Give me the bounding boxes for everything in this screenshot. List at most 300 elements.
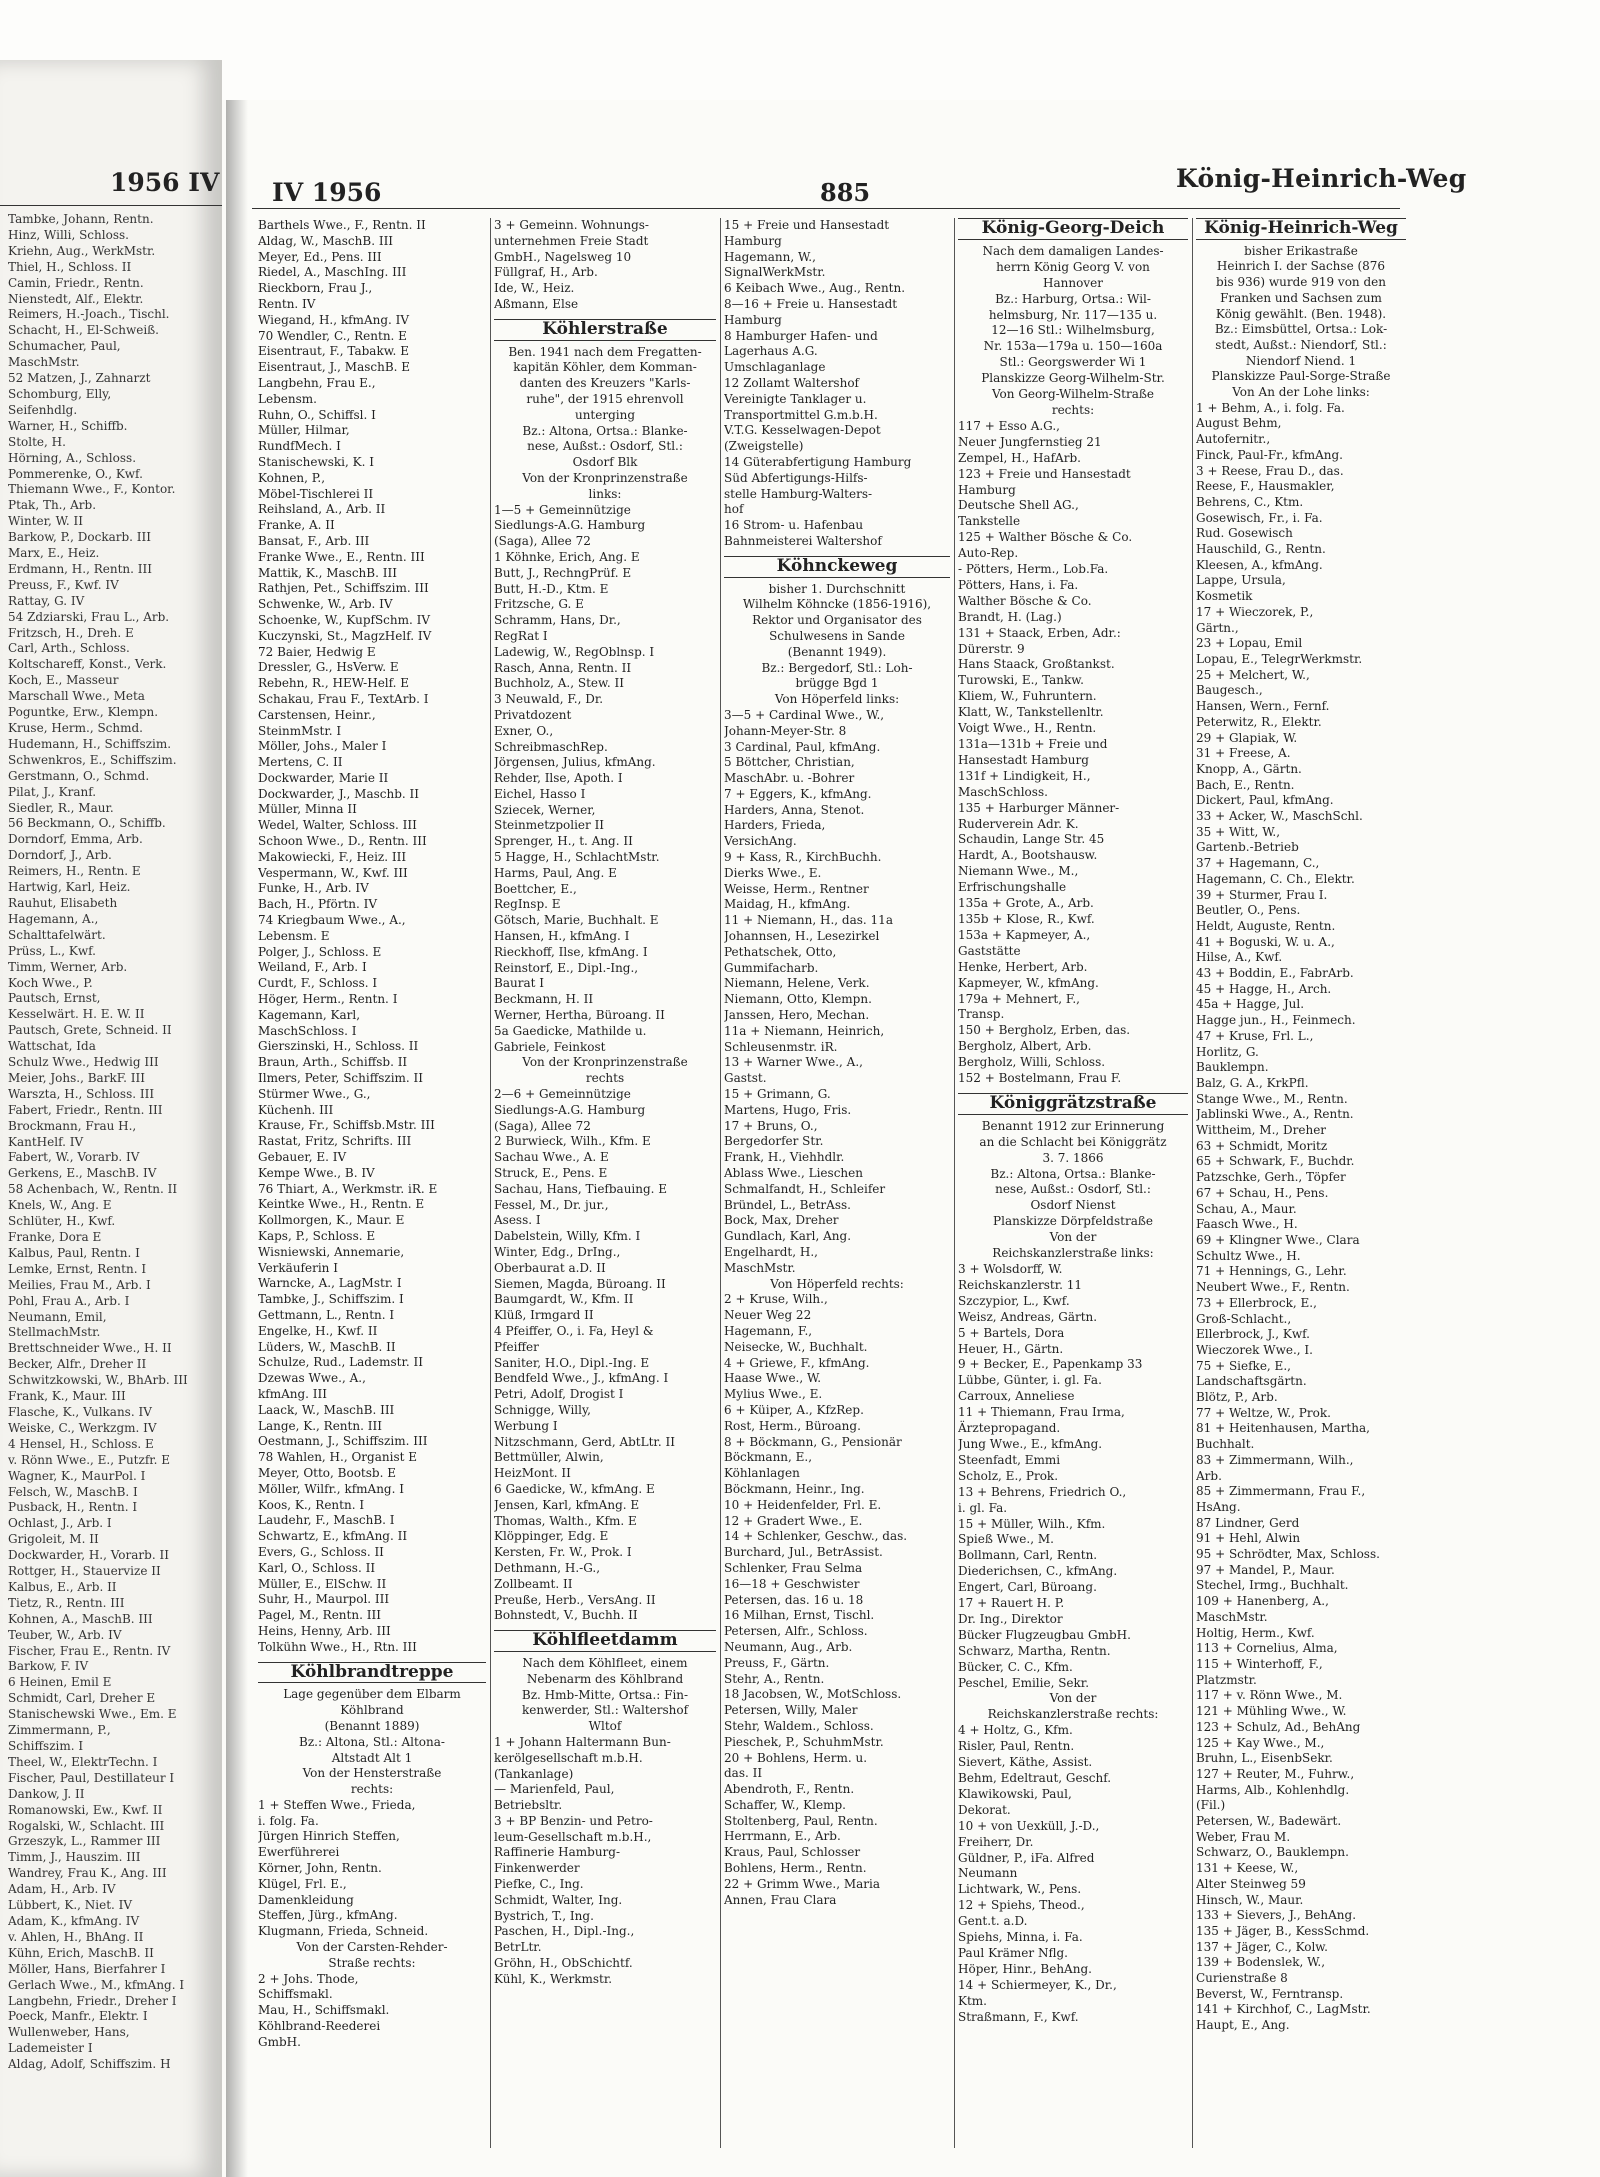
directory-entry: Frank, H., Viehhdlr. (724, 1150, 845, 1165)
directory-entry: Rost, Herm., Büroang. (724, 1418, 861, 1433)
street-note: ruhe", der 1915 ehrenvoll (526, 391, 684, 406)
street-note: Reichskanzlerstraße links: (992, 1246, 1154, 1261)
street-note: Planskizze Georg-Wilhelm-Str. (981, 371, 1165, 386)
directory-entry: Lange, K., Rentn. III (258, 1418, 382, 1433)
directory-entry: Klüß, Irmgard II (494, 1308, 594, 1323)
directory-entry: Szczypior, L., Kwf. (958, 1293, 1070, 1308)
directory-entry: (Fil.) (1196, 1798, 1226, 1813)
directory-entry: Fabert, Friedr., Rentn. III (8, 1102, 163, 1117)
street-note: Heinrich I. der Sachse (876 (1216, 259, 1386, 274)
directory-entry: 17 + Rauert H. P. (958, 1596, 1065, 1611)
directory-entry: Aldag, W., MaschB. III (258, 233, 394, 248)
directory-entry: Verkäuferin I (258, 1260, 338, 1275)
directory-entry: Turowski, E., Tankw. (958, 673, 1084, 688)
directory-entry: 131a—131b + Freie und (958, 737, 1108, 751)
directory-entry: Patzschke, Gerh., Töpfer (1196, 1170, 1346, 1185)
directory-entry: 14 + Schiermeyer, K., Dr., (958, 1977, 1117, 1992)
directory-entry: HsAng. (1196, 1499, 1241, 1514)
directory-entry: Steffen, Jürg., kfmAng. (258, 1908, 398, 1923)
directory-entry: Dorndorf, Emma, Arb. (8, 832, 143, 847)
directory-entry: hof (724, 502, 744, 517)
street-note: Bz.: Altona, Ortsa.: Blanke- (990, 1166, 1156, 1181)
street-note: Nach dem damaligen Landes- (982, 243, 1164, 258)
directory-entry: Kapmeyer, W., kfmAng. (958, 975, 1099, 990)
street-heading: Köhnckeweg (724, 556, 950, 578)
directory-entry: 75 + Siefke, E., (1196, 1358, 1291, 1373)
street-note: Wltof (588, 1719, 622, 1734)
directory-entry: Weisse, Herm., Rentner (724, 881, 869, 896)
directory-entry: Dockwarder, Marie II (258, 770, 389, 785)
directory-entry: Kruse, Herm., Schmd. (8, 721, 143, 735)
directory-entry: 2 Burwieck, Wilh., Kfm. E (494, 1134, 651, 1149)
directory-entry: Carl, Arth., Schloss. (8, 641, 130, 656)
directory-entry: Tambke, Johann, Rentn. (8, 212, 154, 226)
directory-entry: Gartenb.-Betrieb (1196, 840, 1299, 855)
directory-entry: 56 Beckmann, O., Schiffb. (8, 816, 166, 831)
directory-entry: Gosewisch, Fr., i. Fa. (1196, 510, 1323, 525)
directory-entry: Lagerhaus A.G. (724, 344, 818, 359)
directory-entry: Timm, Werner, Arb. (8, 959, 128, 974)
directory-entry: 5 + Bartels, Dora (958, 1325, 1065, 1340)
directory-entry: Schalttafelwärt. (8, 927, 106, 942)
directory-entry: Burchard, Jul., BetrAssist. (724, 1545, 883, 1560)
directory-entry: 8 Hamburger Hafen- und (724, 328, 878, 343)
directory-entry: 135 + Harburger Männer- (958, 800, 1120, 815)
directory-entry: Kaps, P., Schloss. E (258, 1229, 376, 1243)
directory-entry: 4 Hensel, H., Schloss. E (8, 1436, 154, 1451)
directory-entry: 5a Gaedicke, Mathilde u. (494, 1023, 647, 1038)
directory-entry: das. II (724, 1766, 763, 1781)
directory-entry: Annen, Frau Clara (724, 1892, 837, 1907)
directory-entry: Voigt Wwe., H., Rentn. (958, 721, 1097, 736)
directory-entry: Baugesch., (1196, 683, 1263, 698)
directory-entry: Bendfeld Wwe., J., kfmAng. I (494, 1371, 669, 1386)
directory-entry: Steenfadt, Emmi (958, 1452, 1061, 1467)
directory-entry: 3 + BP Benzin- und Petro- (494, 1813, 653, 1828)
directory-entry: Neisecke, W., Buchhalt. (724, 1339, 868, 1354)
column-divider (1192, 218, 1193, 2148)
directory-entry: Schiffsmakl. (258, 1987, 333, 2002)
directory-entry: Dzewas Wwe., A., (258, 1371, 366, 1386)
directory-entry: V.T.G. Kesselwagen-Depot (724, 423, 881, 438)
directory-entry: Dickert, Paul, kfmAng. (1196, 793, 1334, 808)
directory-entry: kerölgesellschaft m.b.H. (494, 1750, 643, 1765)
street-note: Von der Carsten-Rehder- (296, 1940, 448, 1955)
directory-entry: Stehr, A., Rentn. (724, 1671, 825, 1686)
directory-entry: Behm, Edeltraut, Geschf. (958, 1771, 1112, 1785)
directory-entry: Steinmetzpolier II (494, 818, 605, 833)
directory-entry: Neuer Jungfernstieg 21 (958, 434, 1102, 449)
directory-entry: Ewerführerei (258, 1845, 340, 1860)
directory-entry: Schwitzkowski, W., BhArb. III (8, 1373, 188, 1388)
directory-entry: 16 Strom- u. Hafenbau (724, 518, 864, 533)
directory-entry: Hamburg (958, 482, 1016, 497)
street-note: unterging (574, 407, 636, 422)
directory-entry: Lübbert, K., Niet. IV (8, 1898, 133, 1913)
directory-entry: Siedlungs-A.G. Hamburg (494, 1102, 646, 1117)
directory-entry: 95 + Schrödter, Max, Schloss. (1196, 1547, 1380, 1562)
directory-entry: 1 + Behm, A., i. folg. Fa. (1196, 400, 1345, 415)
directory-entry: Kalbus, E., Arb. II (8, 1579, 117, 1594)
directory-entry: Meier, Johs., BarkF. III (8, 1070, 146, 1085)
directory-entry: Petersen, W., Badewärt. (1196, 1814, 1342, 1829)
directory-entry: Gummifacharb. (724, 960, 819, 975)
directory-entry: 141 + Kirchhof, C., LagMstr. (1196, 2002, 1371, 2017)
directory-entry: 54 Zdziarski, Frau L., Arb. (8, 609, 170, 624)
street-note: Niendorf Niend. 1 (1245, 353, 1357, 368)
directory-entry: Lademeister I (8, 2041, 93, 2056)
directory-entry: 117 + Esso A.G., (958, 418, 1060, 433)
directory-entry: Wieczorek Wwe., I. (1196, 1342, 1313, 1357)
street-note: bisher 1. Durchschnitt (768, 581, 906, 596)
directory-entry: Jörgensen, Julius, kfmAng. (494, 755, 656, 770)
header-rule (252, 208, 1400, 209)
directory-entry: 113 + Cornelius, Alma, (1196, 1641, 1338, 1656)
directory-entry: Schwenkros, E., Schiffszim. (8, 752, 177, 767)
directory-entry: Bach, E., Rentn. (1196, 777, 1295, 792)
directory-entry: Hagemann, C. Ch., Elektr. (1196, 871, 1355, 886)
directory-entry: 52 Matzen, J., Zahnarzt (8, 371, 151, 386)
directory-entry: Butt, H.-D., Ktm. E (494, 581, 609, 596)
directory-entry: Böckmann, Heinr., Ing. (724, 1481, 865, 1496)
street-note: (Benannt 1949). (787, 644, 887, 659)
directory-entry: Mattik, K., MaschB. III (258, 565, 397, 580)
directory-entry: Kohnen, P., (258, 470, 326, 485)
directory-column-5 (958, 212, 1188, 2152)
directory-entry: Rud. Gosewisch (1196, 526, 1293, 541)
directory-entry: Poguntke, Erw., Klempn. (8, 705, 159, 720)
directory-entry: Schiffszim. I (8, 1739, 84, 1753)
directory-entry: Füllgraf, H., Arb. (494, 265, 598, 280)
street-note: stedt, Außst.: Niendorf, Stl.: (1215, 337, 1387, 352)
directory-entry: Bahnmeisterei Waltershof (724, 533, 882, 548)
directory-entry: Engelhardt, H., (724, 1245, 818, 1259)
column-divider (720, 218, 721, 2148)
directory-entry: Krause, Fr., Schiffsb.Mstr. III (258, 1118, 435, 1133)
directory-entry: Sievert, Käthe, Assist. (958, 1755, 1093, 1770)
directory-entry: Ilmers, Peter, Schiffszim. II (258, 1071, 424, 1086)
directory-entry: MaschAbr. u. -Bohrer (724, 771, 855, 786)
directory-entry: Schulze, Rud., Lademstr. II (258, 1355, 423, 1370)
directory-entry: RundfMech. I (258, 439, 341, 454)
street-note: brügge Bgd 1 (795, 676, 879, 691)
directory-entry: Wattschat, Ida (8, 1039, 96, 1054)
directory-entry: 10 + von Uexküll, J.-D., (958, 1818, 1100, 1833)
directory-entry: 150 + Bergholz, Erben, das. (958, 1023, 1131, 1038)
directory-entry: Schwenke, W., Arb. IV (258, 597, 393, 612)
directory-entry: Meyer, Ed., Pens. III (258, 249, 382, 264)
directory-entry: 1 + Johann Haltermann Bun- (494, 1734, 671, 1749)
directory-entry: Dressler, G., HsVerw. E (258, 660, 399, 675)
directory-entry: Bystrich, T., Ing. (494, 1908, 594, 1923)
directory-entry: Johannsen, H., Lesezirkel (724, 929, 880, 944)
directory-entry: Braun, Arth., Schiffsb. II (258, 1055, 408, 1070)
directory-entry: Lübbe, Günter, i. gl. Fa. (958, 1373, 1102, 1388)
directory-entry: 135 + Jäger, B., KessSchmd. (1196, 1923, 1370, 1938)
directory-entry: Sprenger, H., t. Ang. II (494, 834, 633, 849)
directory-entry: Finkenwerder (494, 1861, 580, 1876)
directory-entry: Bergholz, Albert, Arb. (958, 1039, 1092, 1054)
directory-entry: Schaffer, W., Klemp. (724, 1797, 846, 1812)
page-number: 885 (820, 178, 871, 207)
directory-entry: 25 + Melchert, W., (1196, 667, 1310, 682)
street-note: rechts (585, 1071, 625, 1086)
directory-entry: MaschMstr. (1196, 1609, 1268, 1624)
directory-entry: Pusback, H., Rentn. I (8, 1500, 138, 1515)
directory-entry: Schwarz, Martha, Rentn. (958, 1643, 1111, 1658)
directory-entry: Poeck, Manfr., Elektr. I (8, 2009, 148, 2024)
directory-entry: Transp. (958, 1007, 1005, 1022)
directory-entry: Bollmann, Carl, Rentn. (958, 1548, 1098, 1563)
directory-entry: Pagel, M., Rentn. III (258, 1608, 381, 1623)
directory-entry: Nitzschmann, Gerd, AbtLtr. II (494, 1434, 675, 1449)
directory-entry: Köhlbrand-Reederei (258, 2019, 381, 2034)
directory-entry: 121 + Mühling Wwe., W. (1196, 1704, 1347, 1719)
directory-entry: Petersen, Willy, Maler (724, 1703, 858, 1718)
directory-entry: BetrLtr. (494, 1940, 542, 1955)
directory-entry: Dockwarder, J., Maschb. II (258, 786, 419, 801)
directory-entry: Möller, Hans, Bierfahrer I (8, 1961, 166, 1976)
directory-entry: Siedlungs-A.G. Hamburg (494, 518, 646, 533)
directory-entry: VersichAng. (724, 834, 797, 849)
street-note: 3. 7. 1866 (1042, 1150, 1104, 1165)
directory-entry: Eisentraut, J., MaschB. E (258, 360, 411, 375)
directory-entry: 85 + Zimmermann, Frau F., (1196, 1484, 1366, 1499)
directory-entry: Eisentraut, F., Tabakw. E (258, 344, 409, 359)
street-note: Franken und Sachsen zum (1220, 290, 1382, 305)
directory-entry: Struck, E., Pens. E (494, 1166, 608, 1181)
directory-entry: kfmAng. III (258, 1386, 328, 1401)
directory-entry: Transportmittel G.m.b.H. (724, 407, 878, 422)
directory-entry: Neubert Wwe., F., Rentn. (1196, 1280, 1350, 1295)
directory-entry: Abendroth, F., Rentn. (724, 1782, 855, 1797)
directory-entry: Laudehr, F., MaschB. I (258, 1513, 395, 1528)
directory-entry: MaschSchloss. (958, 784, 1048, 799)
directory-entry: Buchholz, A., Stew. II (494, 676, 624, 691)
directory-entry: Thiel, H., Schloss. II (8, 259, 132, 274)
directory-entry: Neumann, Emil, (8, 1309, 107, 1324)
street-note: Schulwesens in Sande (769, 628, 905, 643)
directory-entry: i. gl. Fa. (958, 1500, 1008, 1515)
street-note: Planskizze Paul-Sorge-Straße (1211, 369, 1391, 384)
directory-entry: Niemann, Helene, Verk. (724, 976, 870, 991)
directory-entry: Walther Bösche & Co. (958, 593, 1092, 608)
street-note: Bz.: Harburg, Ortsa.: Wil- (995, 291, 1151, 306)
directory-entry: Ablass Wwe., Lieschen (724, 1166, 863, 1181)
directory-entry: 3 + Reese, Frau D., das. (1196, 463, 1344, 478)
street-heading: Königgrätzstraße (958, 1093, 1188, 1115)
directory-entry: Meyer, Otto, Bootsb. E (258, 1465, 396, 1480)
directory-entry: Weiland, F., Arb. I (258, 960, 367, 975)
directory-entry: Pommerenke, O., Kwf. (8, 466, 143, 481)
directory-entry: Hinsch, W., Maur. (1196, 1892, 1304, 1907)
directory-entry: 13 + Behrens, Friedrich O., (958, 1484, 1127, 1499)
directory-entry: Karl, O., Schloss. II (258, 1560, 376, 1575)
directory-entry: Alter Steinweg 59 (1196, 1876, 1306, 1891)
street-heading: König-Heinrich-Weg (1196, 218, 1406, 240)
directory-entry: Heuer, H., Gärtn. (958, 1341, 1064, 1356)
directory-entry: Fischer, Paul, Destillateur I (8, 1770, 175, 1785)
directory-entry: Harders, Frieda, (724, 818, 826, 833)
directory-entry: 4 + Holtz, G., Kfm. (958, 1723, 1073, 1738)
directory-entry: 77 + Weltze, W., Prok. (1196, 1405, 1331, 1420)
directory-entry: Kraus, Paul, Schlosser (724, 1845, 861, 1860)
directory-entry: Höger, Herm., Rentn. I (258, 992, 398, 1007)
directory-entry: Martens, Hugo, Fris. (724, 1102, 852, 1117)
directory-entry: Hamburg (724, 312, 782, 327)
directory-entry: Hartwig, Karl, Heiz. (8, 880, 131, 895)
directory-entry: 15 + Müller, Wilh., Kfm. (958, 1516, 1106, 1531)
street-note: Osdorf Nienst (1030, 1198, 1116, 1213)
directory-entry: Gaststätte (958, 943, 1021, 958)
directory-entry: Kersten, Fr. W., Prok. I (494, 1545, 632, 1560)
directory-entry: Gundlach, Karl, Ang. (724, 1229, 852, 1244)
directory-entry: Erfrischungshalle (958, 880, 1067, 895)
directory-entry: 65 + Schwark, F., Buchdr. (1196, 1154, 1355, 1169)
directory-entry: Langbehn, Frau E., (258, 375, 376, 390)
street-note: Hannover (1043, 275, 1103, 290)
street-heading: Köhlfleetdamm (494, 1630, 716, 1652)
directory-entry: 69 + Klingner Wwe., Clara (1196, 1233, 1360, 1247)
directory-entry: GmbH., Nagelsweg 10 (494, 249, 632, 264)
directory-entry: Umschlaganlage (724, 360, 826, 375)
directory-entry: 7 + Eggers, K., kfmAng. (724, 786, 872, 801)
directory-entry: Gerlach Wwe., M., kfmAng. I (8, 1977, 185, 1992)
directory-entry: 37 + Hagemann, C., (1196, 856, 1320, 871)
directory-entry: Gebauer, E. IV (258, 1150, 347, 1165)
directory-entry: Schwartz, E., kfmAng. II (258, 1529, 408, 1544)
directory-entry: Adam, H., Arb. IV (8, 1882, 116, 1897)
directory-entry: Dorndorf, J., Arb. (8, 848, 112, 863)
directory-entry: Koch, E., Masseur (8, 673, 119, 688)
directory-entry: Freiherr, Dr. (958, 1834, 1034, 1849)
directory-entry: Dabelstein, Willy, Kfm. I (494, 1229, 641, 1244)
directory-entry: stelle Hamburg-Walters- (724, 486, 873, 501)
directory-entry: Spieß Wwe., M. (958, 1532, 1054, 1547)
directory-entry: Deutsche Shell AG., (958, 498, 1079, 513)
directory-entry: Gabriele, Feinkost (494, 1039, 606, 1054)
directory-entry: Bücker, C. C., Kfm. (958, 1659, 1073, 1674)
directory-entry: Becker, Alfr., Dreher II (8, 1357, 147, 1372)
directory-entry: Peterwitz, R., Elektr. (1196, 714, 1322, 729)
directory-entry: 9 + Becker, E., Papenkamp 33 (958, 1357, 1143, 1372)
directory-entry: Klatt, W., Tankstellenltr. (958, 705, 1104, 720)
street-note: Stl.: Georgswerder Wi 1 (999, 355, 1147, 370)
directory-entry: Schramm, Hans, Dr., (494, 613, 621, 628)
directory-entry: Straßmann, F., Kwf. (958, 2009, 1079, 2024)
directory-entry: Gettmann, L., Rentn. I (258, 1307, 395, 1322)
directory-entry: Harms, Alb., Kohlenhdlg. (1196, 1782, 1350, 1797)
directory-entry: 16 Milhan, Ernst, Tischl. (724, 1608, 875, 1623)
directory-entry: Balz, G. A., KrkPfl. (1196, 1075, 1309, 1090)
directory-entry: 139 + Bodenslek, W., (1196, 1955, 1326, 1970)
directory-entry: Brettschneider Wwe., H. II (8, 1341, 172, 1356)
directory-entry: Beverst, W., Ferntransp. (1196, 1986, 1344, 2001)
directory-entry: Dierks Wwe., E. (724, 865, 822, 880)
directory-entry: Landschaftsgärtn. (1196, 1374, 1307, 1389)
directory-entry: Hamburg (724, 233, 782, 248)
directory-entry: Reinstorf, E., Dipl.-Ing., (494, 960, 639, 975)
directory-entry: Gröhn, H., ObSchichtf. (494, 1956, 633, 1971)
directory-entry: Schleusenmstr. iR. (724, 1039, 838, 1054)
street-note: Nach dem Köhlfleet, einem (522, 1655, 688, 1670)
directory-entry: 12 + Gradert Wwe., E. (724, 1513, 863, 1528)
directory-entry: Romanowski, Ew., Kwf. II (8, 1802, 163, 1817)
street-heading: Köhlerstraße (494, 319, 716, 341)
directory-entry: Sziecek, Werner, (494, 802, 596, 817)
directory-entry: Pfeiffer (494, 1339, 539, 1354)
directory-entry: 83 + Zimmermann, Wilh., (1196, 1452, 1354, 1467)
directory-entry: Schaudin, Lange Str. 45 (958, 832, 1105, 847)
directory-entry: 14 + Schlenker, Geschw., das. (724, 1529, 908, 1544)
directory-entry: Lüders, W., MaschB. II (258, 1339, 396, 1354)
directory-entry: Petersen, Alfr., Schloss. (724, 1624, 868, 1639)
directory-entry: Warner, H., Schiffb. (8, 418, 128, 433)
directory-entry: Hansen, Wern., Fernf. (1196, 699, 1330, 714)
directory-entry: 76 Thiart, A., Werkmstr. iR. E (258, 1181, 438, 1196)
street-note: Bz.: Bergedorf, Stl.: Loh- (761, 660, 913, 675)
directory-entry: Wagner, K., MaurPol. I (8, 1468, 146, 1483)
directory-entry: Saniter, H.O., Dipl.-Ing. E (494, 1355, 650, 1370)
directory-entry: v. Rönn Wwe., E., Putzfr. E (8, 1452, 171, 1467)
directory-entry: Kohnen, A., MaschB. III (8, 1611, 153, 1626)
directory-entry: Frank, K., Maur. III (8, 1389, 126, 1404)
directory-entry: Schacht, H., El-Schweiß. (8, 323, 159, 338)
street-note: an die Schlacht bei Königgrätz (979, 1134, 1167, 1149)
directory-entry: Boettcher, E., (494, 881, 577, 896)
directory-entry: Hilse, A., Kwf. (1196, 950, 1283, 965)
directory-entry: Müller, Minna II (258, 802, 357, 817)
directory-entry: Maidag, H., kfmAng. (724, 897, 851, 912)
directory-entry: Stanischewski, K. I (258, 454, 374, 469)
directory-entry: Ide, W., Heiz. (494, 281, 575, 296)
street-note: Osdorf Blk (572, 455, 638, 470)
directory-entry: Gierszinski, H., Schloss. II (258, 1039, 419, 1054)
directory-entry: Koltschareff, Konst., Verk. (8, 657, 167, 672)
directory-entry: 74 Kriegbaum Wwe., A., (258, 913, 406, 928)
directory-entry: Rebehn, R., HEW-Helf. E (258, 676, 410, 691)
directory-entry: Meilies, Frau M., Arb. I (8, 1277, 151, 1292)
directory-entry: Neumann (958, 1866, 1018, 1881)
directory-entry: Fritzsche, G. E (494, 597, 584, 612)
directory-entry: 23 + Lopau, Emil (1196, 636, 1303, 651)
page-year-header: IV 1956 (272, 178, 382, 207)
left-page-header: 1956 IV (110, 168, 220, 197)
directory-entry: 6 Heinen, Emil E (8, 1675, 112, 1690)
directory-entry: 152 + Bostelmann, Frau F. (958, 1071, 1122, 1086)
directory-entry: Hudemann, H., Schiffszim. (8, 736, 172, 751)
directory-entry: 33 + Acker, W., MaschSchl. (1196, 809, 1363, 824)
directory-entry: Rentn. IV (258, 296, 316, 311)
directory-entry: Riedel, A., MaschIng. III (258, 265, 407, 280)
directory-entry: Schlüter, H., Kwf. (8, 1214, 116, 1229)
street-note: Von Höperfeld links: (774, 692, 900, 707)
directory-entry: Klugmann, Frieda, Schneid. (258, 1924, 429, 1939)
street-note: (Benannt 1889) (324, 1718, 420, 1733)
directory-entry: Sachau Wwe., A. E (494, 1150, 609, 1165)
directory-entry: Pötters, Hans, i. Fa. (958, 577, 1079, 592)
directory-entry: Oberbaurat a.D. II (494, 1260, 606, 1275)
directory-entry: Tolkühn Wwe., H., Rtn. III (258, 1639, 417, 1654)
directory-entry: Keintke Wwe., H., Rentn. E (258, 1197, 425, 1212)
directory-entry: Vereinigte Tanklager u. (724, 391, 867, 406)
directory-entry: Bücker Flugzeugbau GmbH. (958, 1627, 1131, 1642)
directory-entry: SchreibmaschRep. (494, 739, 608, 754)
directory-entry: 3 Neuwald, F., Dr. (494, 692, 604, 707)
directory-column-6 (1196, 212, 1406, 2152)
directory-entry: 1 + Steffen Wwe., Frieda, (258, 1797, 416, 1812)
directory-entry: 8—16 + Freie u. Hansestadt (724, 296, 898, 311)
